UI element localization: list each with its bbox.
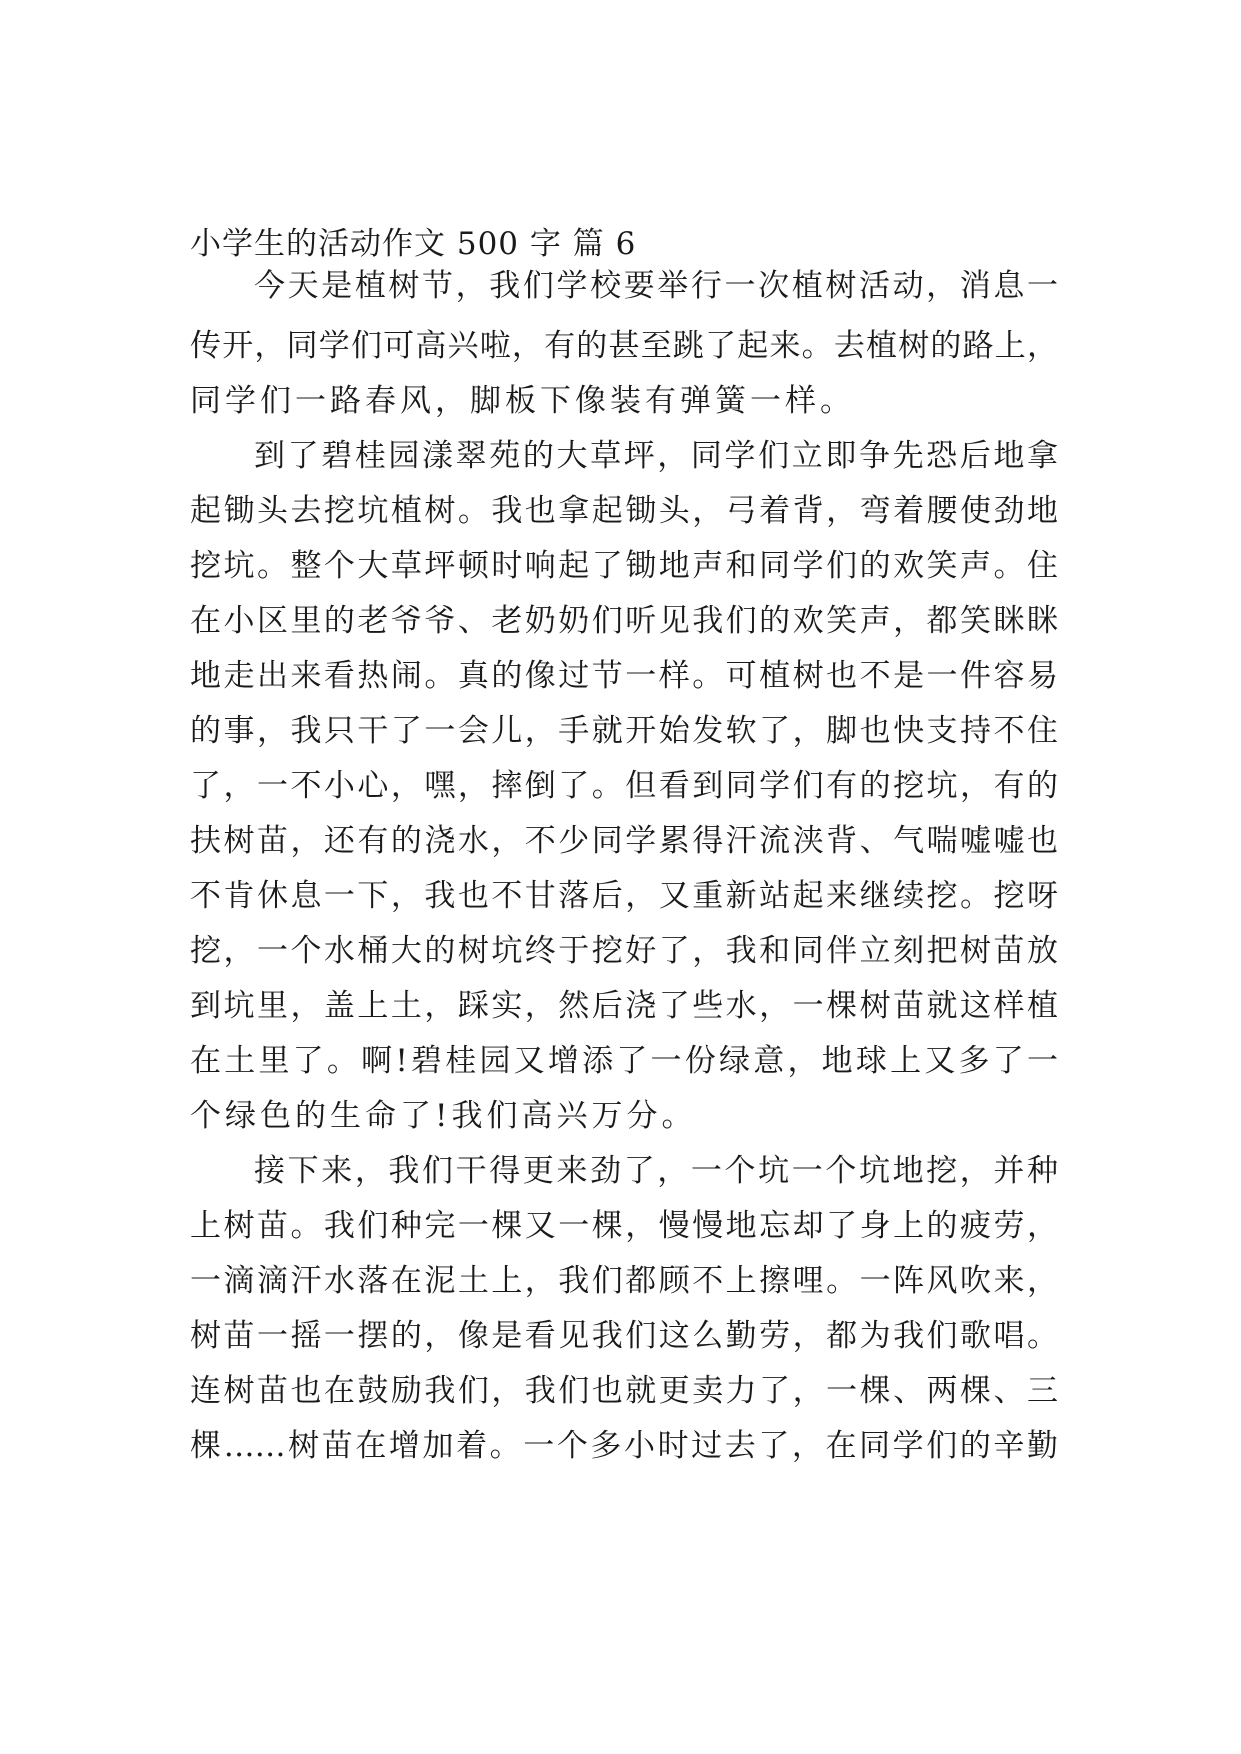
paragraph-3-line-4: 树苗一摇一摆的，像是看见我们这么勤劳，都为我们歌唱。 xyxy=(190,1318,1058,1354)
paragraph-2-line-8: 扶树苗，还有的浇水，不少同学累得汗流浃背、气喘嘘嘘也 xyxy=(190,823,1058,859)
paragraph-3-line-1: 接下来，我们干得更来劲了，一个坑一个坑地挖，并种 xyxy=(254,1153,1058,1189)
paragraph-1-line-3: 同学们一路春风，脚板下像装有弹簧一样。 xyxy=(190,383,855,419)
paragraph-1-line-2: 传开，同学们可高兴啦，有的甚至跳了起来。去植树的路上， xyxy=(190,328,1058,364)
paragraph-2-line-2: 起锄头去挖坑植树。我也拿起锄头，弓着背，弯着腰使劲地 xyxy=(190,493,1058,529)
paragraph-1-line-1: 今天是植树节，我们学校要举行一次植树活动，消息一 xyxy=(254,268,1058,304)
paragraph-3-line-3: 一滴滴汗水落在泥土上，我们都顾不上擦哩。一阵风吹来， xyxy=(190,1263,1058,1299)
paragraph-2-line-5: 地走出来看热闹。真的像过节一样。可植树也不是一件容易 xyxy=(190,658,1058,694)
paragraph-2-line-13: 个绿色的生命了!我们高兴万分。 xyxy=(190,1098,697,1134)
paragraph-2-line-4: 在小区里的老爷爷、老奶奶们听见我们的欢笑声，都笑眯眯 xyxy=(190,603,1058,639)
paragraph-3-line-2: 上树苗。我们种完一棵又一棵，慢慢地忘却了身上的疲劳， xyxy=(190,1208,1058,1244)
paragraph-3-line-6: 棵……树苗在增加着。一个多小时过去了，在同学们的辛勤 xyxy=(190,1428,1058,1464)
document-title: 小学生的活动作文 500 字 篇 6 xyxy=(190,226,637,262)
paragraph-2-line-9: 不肯休息一下，我也不甘落后，又重新站起来继续挖。挖呀 xyxy=(190,878,1058,914)
paragraph-2-line-11: 到坑里，盖上土，踩实，然后浇了些水，一棵树苗就这样植 xyxy=(190,988,1058,1024)
paragraph-3-line-5: 连树苗也在鼓励我们，我们也就更卖力了，一棵、两棵、三 xyxy=(190,1373,1058,1409)
paragraph-2-line-3: 挖坑。整个大草坪顿时响起了锄地声和同学们的欢笑声。住 xyxy=(190,548,1058,584)
paragraph-2-line-12: 在土里了。啊!碧桂园又增添了一份绿意，地球上又多了一 xyxy=(190,1043,1058,1079)
paragraph-2-line-10: 挖，一个水桶大的树坑终于挖好了，我和同伴立刻把树苗放 xyxy=(190,933,1058,969)
paragraph-2-line-7: 了，一不小心，嘿，摔倒了。但看到同学们有的挖坑，有的 xyxy=(190,768,1058,804)
paragraph-2-line-1: 到了碧桂园漾翠苑的大草坪，同学们立即争先恐后地拿 xyxy=(254,438,1058,474)
paragraph-2-line-6: 的事，我只干了一会儿，手就开始发软了，脚也快支持不住 xyxy=(190,713,1058,749)
